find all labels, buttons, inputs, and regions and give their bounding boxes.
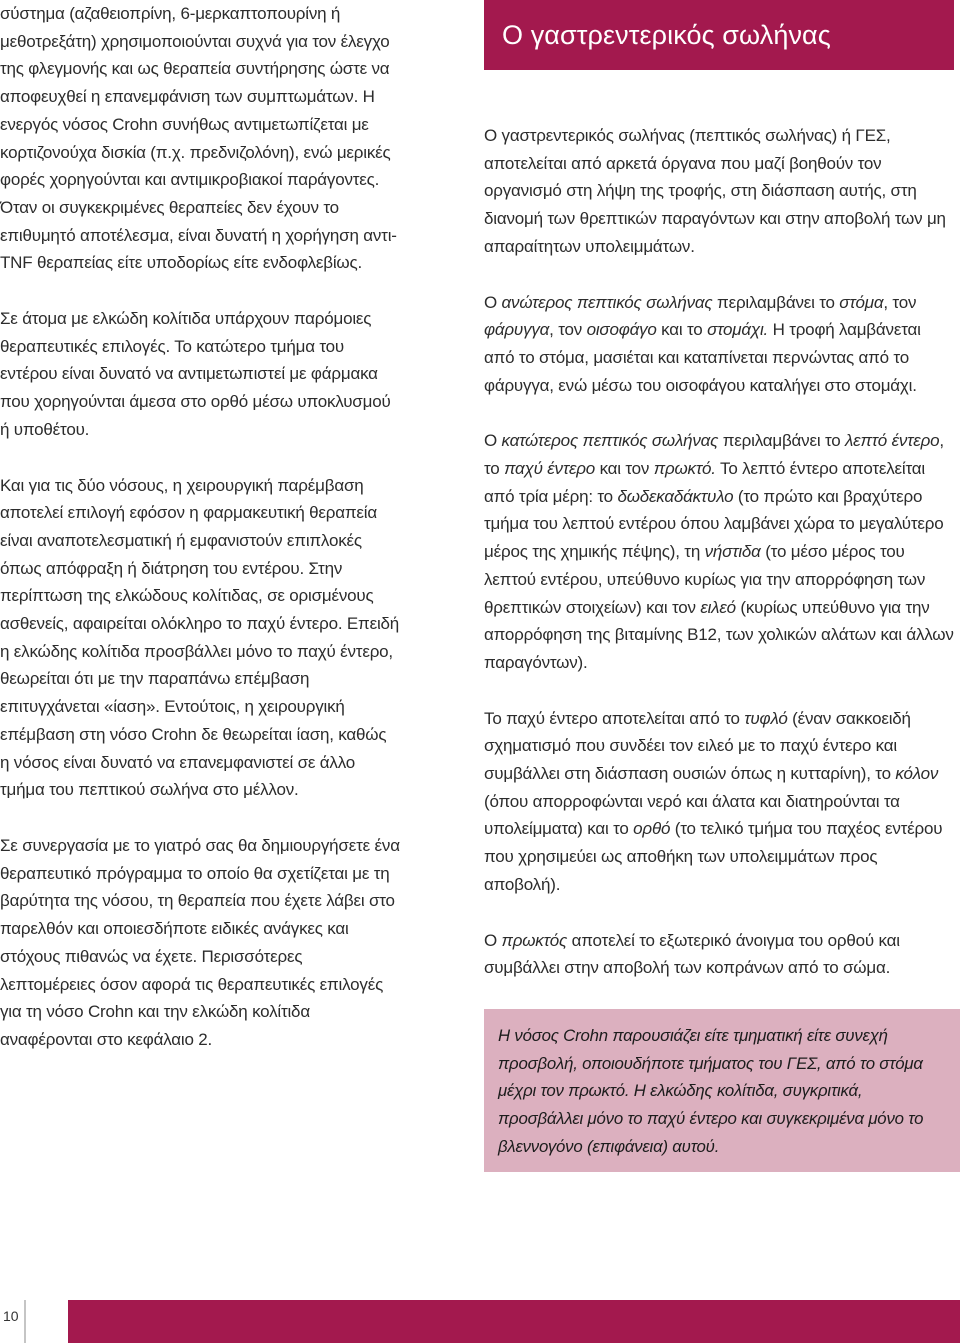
callout-box [484, 1009, 960, 1172]
paragraph-surgery: Και για τις δύο νόσους, η χειρουργική παρέμβαση αποτελεί επιλογή εφόσον η φαρμακευτική θεραπεία είναι αναποτελεσματική ή εμφανιστούν επιπλοκές όπως απόφραξη ή διάτρηση του εντέρου. Στην περίπτωση της ελκώδους κολίτιδας, σε ορισμένους ασθενείς, αφαιρείται ολόκληρο το παχύ έντερο. Επειδή η ελκώδης κολίτιδα προσβάλλει μόνο το παχύ έντερο, θεωρείται ότι με την παραπάνω επέμβαση επιτυγχάνεται «ίαση». Εντούτοις, η χειρουργική επέμβαση στη νόσο Crohn δε θεωρείται ίαση, καθώς η νόσος είναι δυνατό να επανεμφανιστεί σε άλλο τμήμα του πεπτικού σωλήνα στο μέλλον. [0, 475, 400, 800]
paragraph-ulcerative-colitis-treatment: Σε άτομα με ελκώδη κολίτιδα υπάρχουν παρόμοιες θεραπευτικές επιλογές. Το κατώτερο τμήμα του εντέρου είναι δυνατό να αντιμετωπιστεί με φάρμακα που χορηγούνται άμεσα στο ορθό μέσω υποκλυσμού ή υποθέτου. [0, 309, 391, 439]
paragraph-anus: Ο πρωκτός αποτελεί το εξωτερικό άνοιγμα του ορθού και συμβάλλει στην αποβολή των κοπράνων από το σώμα. [484, 930, 900, 978]
paragraph-large-intestine: Το παχύ έντερο αποτελείται από το τυφλό (έναν σακκοειδή σχηματισμό που συνδέει τον ειλεό με το παχύ έντερο και συμβάλλει στη διάσπαση ουσιών όπως η κυτταρίνη), το κόλον (όπου απορροφώνται νερό και άλατα και διατηρούνται τα υπολείμματα) και το ορθό (το τελικό τμήμα του παχέος εντέρου που χρησιμεύει ως αποθήκη των υπολειμμάτων προς αποβολή). [484, 708, 943, 894]
left-column [0, 0, 400, 1054]
section-heading-bar [484, 0, 954, 70]
page-number: 10 [3, 1308, 19, 1324]
paragraph-gi-tract-intro: Ο γαστρεντερικός σωλήνας (πεπτικός σωλήνας) ή ΓΕΣ, αποτελείται από αρκετά όργανα που μαζί βοηθούν τον οργανισμό στη λήψη της τροφής, στη διάσπαση αυτής, στη διανομή των θρεπτικών παραγόντων και στην αποβολή των μη απαραίτητων υπολειμμάτων. [484, 126, 946, 256]
paragraph-treatment-options: σύστημα (αζαθειοπρίνη, 6-μερκαπτοπουρίνη ή μεθοτρεξάτη) χρησιμοποιούνται συχνά για τον έλεγχο της φλεγμονής και ως θεραπεία συντήρησης ώστε να αποφευχθεί η επανεμφάνιση των συμπτωμάτων. Η ενεργός νόσος Crohn συνήθως αντιμετωπίζεται με κορτιζονούχα δισκία (π.χ. πρεδνιζολόνη), ενώ μερικές φορές χορηγούνται και αντιμικροβιακοί παράγοντες. Όταν οι συγκεκριμένες θεραπείες δεν έχουν το επιθυμητό αποτέλεσμα, είναι δυνατή η χορήγηση αντι-TNF θεραπείας είτε υποδορίως είτε ενδοφλεβίως. [0, 4, 397, 273]
callout-text: Η νόσος Crohn παρουσιάζει είτε τμηματική είτε συνεχή προσβολή, οποιουδήποτε τμήματος του ΓΕΣ, από το στόμα μέχρι τον πρωκτό. Η ελκώδης κολίτιδα, συγκριτικά, προσβάλλει μόνο το παχύ έντερο και συγκεκριμένα μόνο το βλεννογόνο (επιφάνεια) αυτού. [498, 1025, 924, 1156]
paragraph-upper-gi: Ο ανώτερος πεπτικός σωλήνας περιλαμβάνει το στόμα, τον φάρυγγα, τον οισοφάγο και το στομάχι. Η τροφή λαμβάνεται από το στόμα, μασιέται και καταπίνεται περνώντας από το φάρυγγα, ενώ μέσω του οισοφάγου καταλήγει στο στομάχι. [484, 292, 921, 395]
footer-accent-band [68, 1300, 960, 1343]
paragraph-treatment-plan: Σε συνεργασία με το γιατρό σας θα δημιουργήσετε ένα θεραπευτικό πρόγραμμα το οποίο θα σχετίζεται με τη βαρύτητα της νόσου, τη θεραπεία που έχετε λάβει στο παρελθόν και οποιεσδήποτε ειδικές ανάγκες και στόχους πιθανώς να έχετε. Περισσότερες λεπτομέρειες όσον αφορά τις θεραπευτικές επιλογές για τη νόσο Crohn και την ελκώδη κολίτιδα αναφέρονται στο κεφάλαιο 2. [0, 835, 400, 1049]
paragraph-lower-gi: Ο κατώτερος πεπτικός σωλήνας περιλαμβάνει το λεπτό έντερο, το παχύ έντερο και τον πρωκτό. Το λεπτό έντερο αποτελείται από τρία μέρη: το δωδεκαδάκτυλο (το πρώτο και βραχύτερο τμήμα του λεπτού εντέρου όπου λαμβάνει χώρα το μεγαλύτερο μέρος της χημικής πέψης), τη νήστιδα (το μέσο μέρος του λεπτού εντέρου, υπεύθυνο κυρίως για την απορρόφηση των θρεπτικών στοιχείων) και τον ειλεό (κυρίως υπεύθυνο για την απορρόφηση της βιταμίνης Β12, των χολικών αλάτων και άλλων παραγόντων). [484, 431, 954, 672]
page-number-divider [24, 1300, 26, 1343]
section-heading: Ο γαστρεντερικός σωλήνας [502, 19, 831, 50]
right-column [484, 0, 954, 1172]
section-body [484, 122, 954, 982]
